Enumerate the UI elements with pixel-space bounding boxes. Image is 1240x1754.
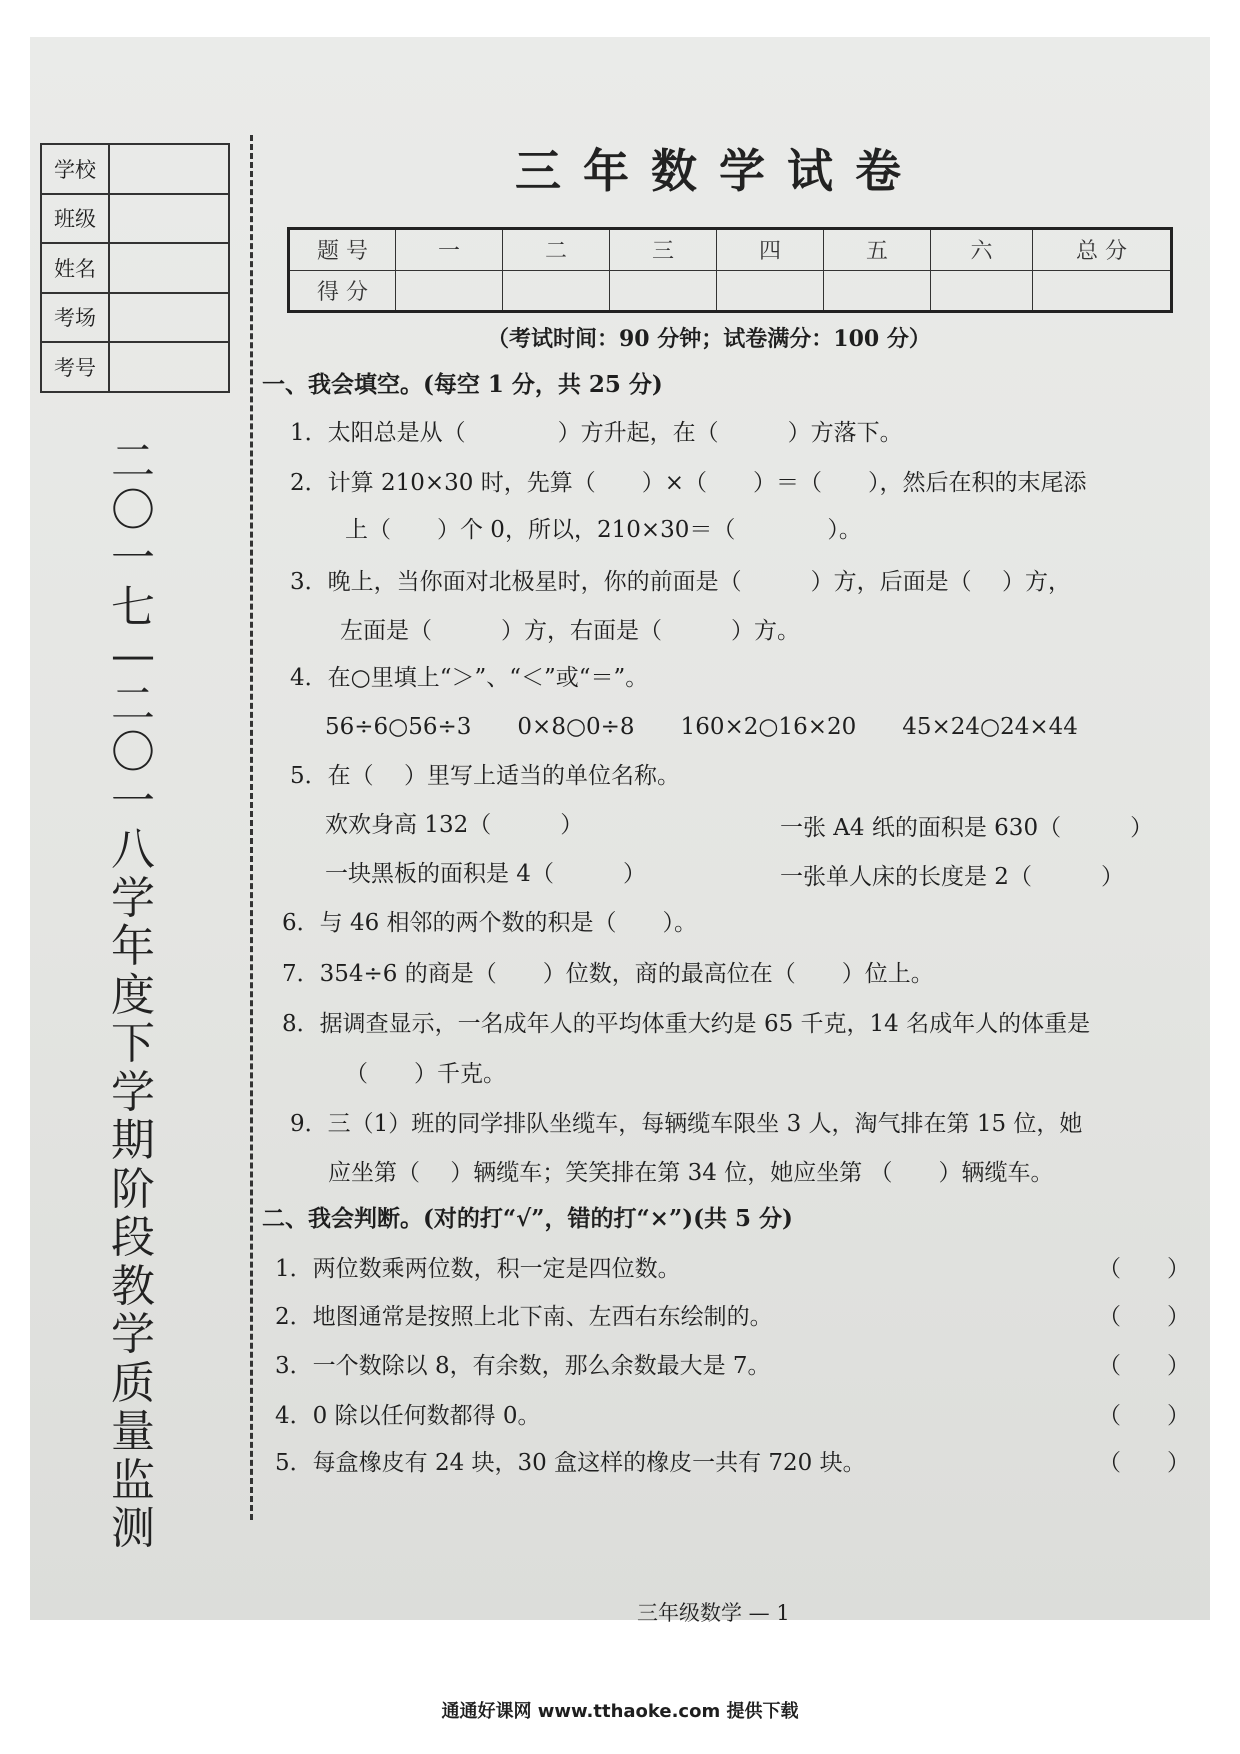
question-line: 8．据调查显示，一名成年人的平均体重大约是 65 千克，14 名成年人的体重是 [282,1011,1091,1037]
school-field[interactable] [110,145,228,193]
question-line: 上（ ）个 0，所以，210×30＝（ ）。 [345,517,862,543]
score-cell[interactable] [824,270,931,312]
student-info-box [40,143,230,393]
score-value-row [289,270,1172,312]
question-line: 1．太阳总是从（ ）方升起，在（ ）方落下。 [290,420,903,446]
info-row-class [42,195,228,245]
answer-slot[interactable]: （ ） [1098,1304,1190,1330]
exam-room-field[interactable] [110,294,228,342]
question-line: 5．在（ ）里写上适当的单位名称。 [290,763,680,789]
answer-slot[interactable]: （ ） [1098,1353,1190,1379]
question-line: 欢欢身高 132（ ） [325,812,584,838]
info-label: 考场 [42,294,110,342]
class-field[interactable] [110,195,228,243]
score-cell[interactable] [503,270,610,312]
score-row-label: 得 分 [289,270,396,312]
exam-number-field[interactable] [110,343,228,391]
info-label: 考号 [42,343,110,391]
judgement-item: 2．地图通常是按照上北下南、左西右东绘制的。 [275,1304,773,1330]
score-cell[interactable] [931,270,1033,312]
question-line: 4．在○里填上“＞”、“＜”或“＝”。 [290,665,649,691]
question-line: 3．晚上，当你面对北极星时，你的前面是（ ）方，后面是（ ）方， [290,569,1071,595]
score-header-cell: 四 [717,229,824,271]
info-row-school [42,145,228,195]
score-header-cell: 一 [396,229,503,271]
question-line: 7．354÷6 的商是（ ）位数，商的最高位在（ ）位上。 [282,961,934,987]
source-footer: 通通好课网 www.tthaoke.com 提供下载 [441,1701,799,1722]
page-number-label: 三年级数学 — 1 [637,1601,790,1625]
section1-heading: 一、我会填空。(每空 1 分，共 25 分) [262,371,663,398]
vertical-term-title: 二〇一七—二〇一八学年度下学期阶段教学质量监测 [111,436,155,1554]
question-line: （ ）千克。 [345,1061,506,1087]
judgement-item: 1．两位数乘两位数，积一定是四位数。 [275,1256,681,1282]
question-line: 一张 A4 纸的面积是 630（ ） [780,815,1154,841]
score-header-cell: 三 [610,229,717,271]
info-row-number [42,343,228,393]
score-header-row [289,229,1172,271]
info-row-room [42,294,228,344]
question-line: 应坐第（ ）辆缆车；笑笑排在第 34 位，她应坐第 （ ）辆缆车。 [328,1160,1054,1186]
answer-slot[interactable]: （ ） [1098,1403,1190,1429]
answer-slot[interactable]: （ ） [1098,1450,1190,1476]
section2-heading: 二、我会判断。(对的打“√”，错的打“×”)(共 5 分) [262,1205,793,1232]
judgement-item: 4．0 除以任何数都得 0。 [275,1403,541,1429]
info-label: 班级 [42,195,110,243]
question-line: 左面是（ ）方，右面是（ ）方。 [340,618,800,644]
score-header-cell: 总 分 [1033,229,1172,271]
question-line: 9．三（1）班的同学排队坐缆车，每辆缆车限坐 3 人，淘气排在第 15 位，她 [290,1111,1083,1137]
score-header-cell: 题 号 [289,229,396,271]
question-line: 一块黑板的面积是 4（ ） [325,861,646,887]
judgement-item: 3．一个数除以 8，有余数，那么余数最大是 7。 [275,1353,771,1379]
name-field[interactable] [110,244,228,292]
exam-info: （考试时间：90 分钟；试卷满分：100 分） [487,326,931,352]
score-header-cell: 五 [824,229,931,271]
page-title: 三年数学试卷 [515,144,923,198]
question-line: 6．与 46 相邻的两个数的积是（ ）。 [282,910,698,936]
question-line: 56÷6○56÷3 0×8○0÷8 160×2○16×20 45×24○24×44 [325,714,1078,740]
score-table [287,227,1173,313]
judgement-item: 5．每盒橡皮有 24 块，30 盒这样的橡皮一共有 720 块。 [275,1450,866,1476]
info-row-name [42,244,228,294]
score-cell[interactable] [610,270,717,312]
score-cell[interactable] [396,270,503,312]
answer-slot[interactable]: （ ） [1098,1256,1190,1282]
score-header-cell: 二 [503,229,610,271]
score-header-cell: 六 [931,229,1033,271]
question-line: 2．计算 210×30 时，先算（ ）×（ ）＝（ ），然后在积的末尾添 [290,470,1087,496]
score-cell[interactable] [1033,270,1172,312]
cut-line [250,135,253,1520]
info-label: 姓名 [42,244,110,292]
question-line: 一张单人床的长度是 2（ ） [780,864,1124,890]
info-label: 学校 [42,145,110,193]
score-cell[interactable] [717,270,824,312]
